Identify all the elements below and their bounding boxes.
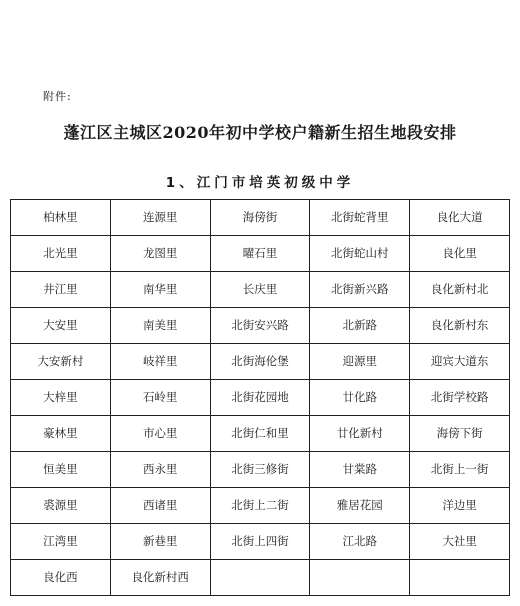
table-cell: 石岭里	[110, 380, 210, 416]
table-cell: 北街仁和里	[210, 416, 310, 452]
table-cell: 甘棠路	[310, 452, 410, 488]
table-row	[11, 452, 510, 488]
table-cell	[310, 560, 410, 596]
district-table	[10, 199, 510, 596]
table-cell: 大安里	[11, 308, 111, 344]
table-cell: 北街安兴路	[210, 308, 310, 344]
table-row	[11, 236, 510, 272]
table-cell: 井江里	[11, 272, 111, 308]
table-cell: 长庆里	[210, 272, 310, 308]
table-cell: 良化新村东	[410, 308, 510, 344]
table-cell: 良化大道	[410, 200, 510, 236]
table-cell: 迎宾大道东	[410, 344, 510, 380]
table-cell: 洋边里	[410, 488, 510, 524]
table-row	[11, 200, 510, 236]
table-cell: 连源里	[110, 200, 210, 236]
table-cell: 江湾里	[11, 524, 111, 560]
table-cell: 海傍街	[210, 200, 310, 236]
section-title: 1、江门市培英初级中学	[165, 175, 355, 191]
table-cell: 雅居花园	[310, 488, 410, 524]
table-row	[11, 272, 510, 308]
table-cell: 岐祥里	[110, 344, 210, 380]
table-cell: 大安新村	[11, 344, 111, 380]
table-cell: 柏林里	[11, 200, 111, 236]
table-cell: 北街花园地	[210, 380, 310, 416]
table-cell: 北街上二街	[210, 488, 310, 524]
table-cell: 西诸里	[110, 488, 210, 524]
table-cell: 龙图里	[110, 236, 210, 272]
table-cell: 西永里	[110, 452, 210, 488]
table-row	[11, 308, 510, 344]
table-cell: 北街上四街	[210, 524, 310, 560]
table-cell: 良化西	[11, 560, 111, 596]
table-cell: 大梓里	[11, 380, 111, 416]
table-cell: 廿化路	[310, 380, 410, 416]
table-row	[11, 560, 510, 596]
table-cell: 良化新村北	[410, 272, 510, 308]
attachment-label: 附件:	[43, 90, 72, 103]
table-row	[11, 344, 510, 380]
table-cell: 江北路	[310, 524, 410, 560]
table-cell: 北光里	[11, 236, 111, 272]
table-row	[11, 380, 510, 416]
table-cell: 豪林里	[11, 416, 111, 452]
table-cell: 市心里	[110, 416, 210, 452]
district-table-body	[11, 200, 510, 596]
table-cell: 恒美里	[11, 452, 111, 488]
table-cell	[210, 560, 310, 596]
table-cell: 北街新兴路	[310, 272, 410, 308]
table-cell: 北街学校路	[410, 380, 510, 416]
table-cell: 良化新村西	[110, 560, 210, 596]
table-cell: 良化里	[410, 236, 510, 272]
table-row	[11, 488, 510, 524]
table-cell: 迎源里	[310, 344, 410, 380]
table-cell: 裘源里	[11, 488, 111, 524]
table-row	[11, 524, 510, 560]
table-cell: 海傍下街	[410, 416, 510, 452]
table-cell: 北街海伦堡	[210, 344, 310, 380]
table-cell: 曜石里	[210, 236, 310, 272]
table-cell: 南华里	[110, 272, 210, 308]
table-cell: 新巷里	[110, 524, 210, 560]
table-cell	[410, 560, 510, 596]
table-cell: 北街蛇山村	[310, 236, 410, 272]
table-cell: 北街蛇背里	[310, 200, 410, 236]
table-cell: 大社里	[410, 524, 510, 560]
table-row	[11, 416, 510, 452]
table-cell: 北街三修街	[210, 452, 310, 488]
table-cell: 南美里	[110, 308, 210, 344]
document-title: 蓬江区主城区2020年初中学校户籍新生招生地段安排	[63, 123, 457, 142]
table-cell: 北街上一街	[410, 452, 510, 488]
table-cell: 廿化新村	[310, 416, 410, 452]
table-cell: 北新路	[310, 308, 410, 344]
